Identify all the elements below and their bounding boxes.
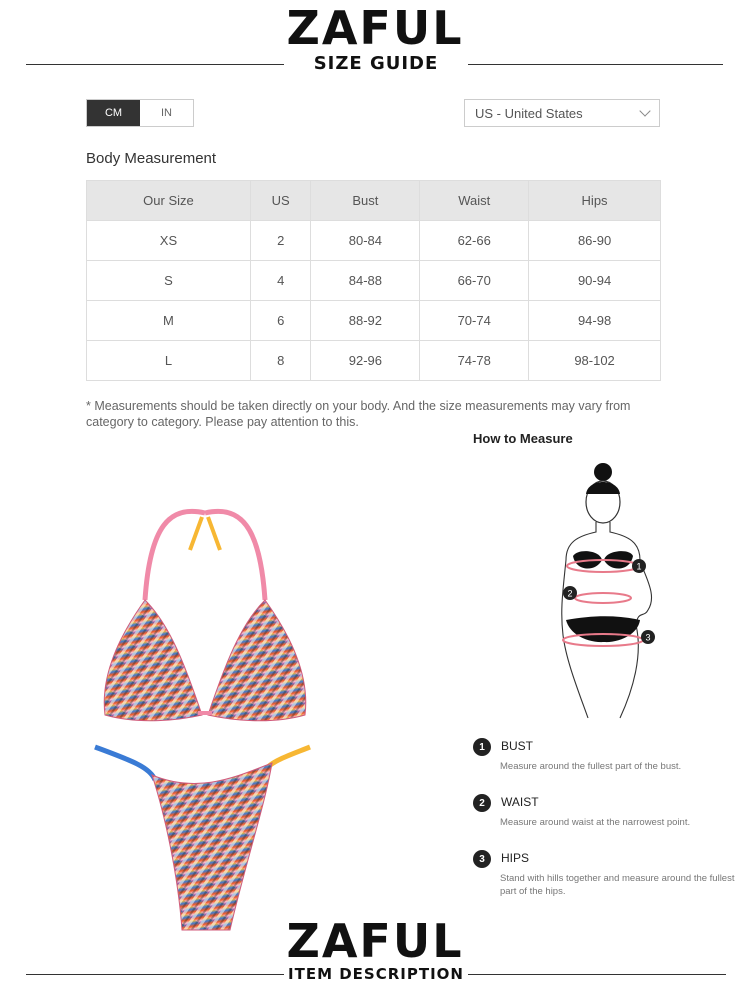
svg-text:2: 2 bbox=[567, 588, 573, 599]
chevron-down-icon bbox=[639, 105, 650, 116]
table-row bbox=[87, 341, 661, 381]
measure-item-title: HIPS bbox=[501, 851, 530, 865]
size-guide-title: SIZE GUIDE bbox=[313, 53, 439, 74]
table-cell: M bbox=[87, 301, 251, 341]
table-cell: 6 bbox=[250, 301, 311, 341]
header-divider-right bbox=[468, 64, 723, 65]
unit-toggle bbox=[86, 99, 194, 127]
table-cell: 88-92 bbox=[311, 301, 420, 341]
col-header-bust: Bust bbox=[311, 181, 420, 221]
col-header-hips: Hips bbox=[529, 181, 661, 221]
brand-logo-bottom: ZAFUL bbox=[286, 914, 464, 968]
table-cell: 98-102 bbox=[529, 341, 661, 381]
col-header-waist: Waist bbox=[420, 181, 529, 221]
table-row bbox=[87, 221, 661, 261]
table-cell: XS bbox=[87, 221, 251, 261]
measure-item-title: BUST bbox=[501, 739, 534, 753]
header-divider-left bbox=[26, 64, 284, 65]
table-cell: 2 bbox=[250, 221, 311, 261]
table-row bbox=[87, 301, 661, 341]
measure-item-title: WAIST bbox=[501, 795, 539, 809]
unit-in-button[interactable]: IN bbox=[140, 100, 193, 126]
table-cell: S bbox=[87, 261, 251, 301]
table-cell: 86-90 bbox=[529, 221, 661, 261]
table-cell: 66-70 bbox=[420, 261, 529, 301]
table-cell: 94-98 bbox=[529, 301, 661, 341]
step-number-badge: 2 bbox=[473, 794, 491, 812]
measure-item-hips bbox=[473, 850, 748, 902]
brand-logo-top: ZAFUL bbox=[286, 1, 464, 55]
table-cell: L bbox=[87, 341, 251, 381]
product-image-bikini bbox=[90, 505, 320, 935]
unit-cm-button[interactable]: CM bbox=[87, 100, 140, 126]
measure-item-desc: Measure around the fullest part of the bust. bbox=[500, 761, 682, 772]
col-header-us: US bbox=[250, 181, 311, 221]
section-title: Body Measurement bbox=[86, 150, 217, 167]
col-header-our-size: Our Size bbox=[87, 181, 251, 221]
table-cell: 4 bbox=[250, 261, 311, 301]
table-cell: 70-74 bbox=[420, 301, 529, 341]
table-cell: 92-96 bbox=[311, 341, 420, 381]
table-cell: 84-88 bbox=[311, 261, 420, 301]
table-cell: 8 bbox=[250, 341, 311, 381]
step-number-badge: 3 bbox=[473, 850, 491, 868]
svg-text:1: 1 bbox=[636, 561, 642, 572]
measure-item-desc: Stand with hills together and measure around the fullest part of the hips. bbox=[500, 873, 735, 897]
how-to-measure-title: How to Measure bbox=[473, 431, 573, 446]
measure-item-bust bbox=[473, 738, 748, 778]
svg-text:3: 3 bbox=[645, 632, 651, 643]
table-row bbox=[87, 261, 661, 301]
table-cell: 62-66 bbox=[420, 221, 529, 261]
footer-divider-right bbox=[468, 974, 726, 975]
measurement-figure bbox=[548, 460, 668, 722]
item-description-title: ITEM DESCRIPTION bbox=[288, 965, 464, 983]
measure-item-desc: Measure around waist at the narrowest point. bbox=[500, 817, 691, 828]
region-select-value: US - United States bbox=[475, 105, 583, 121]
footer-divider-left bbox=[26, 974, 284, 975]
table-cell: 80-84 bbox=[311, 221, 420, 261]
table-header-row bbox=[87, 181, 661, 221]
table-cell: 90-94 bbox=[529, 261, 661, 301]
measurement-note: * Measurements should be taken directly on your body. And the size measurements may vary from category to category. Please pay attention to this. bbox=[86, 399, 631, 429]
size-table bbox=[86, 180, 661, 381]
table-cell: 74-78 bbox=[420, 341, 529, 381]
measure-item-waist bbox=[473, 794, 748, 834]
step-number-badge: 1 bbox=[473, 738, 491, 756]
region-select[interactable] bbox=[464, 99, 660, 127]
